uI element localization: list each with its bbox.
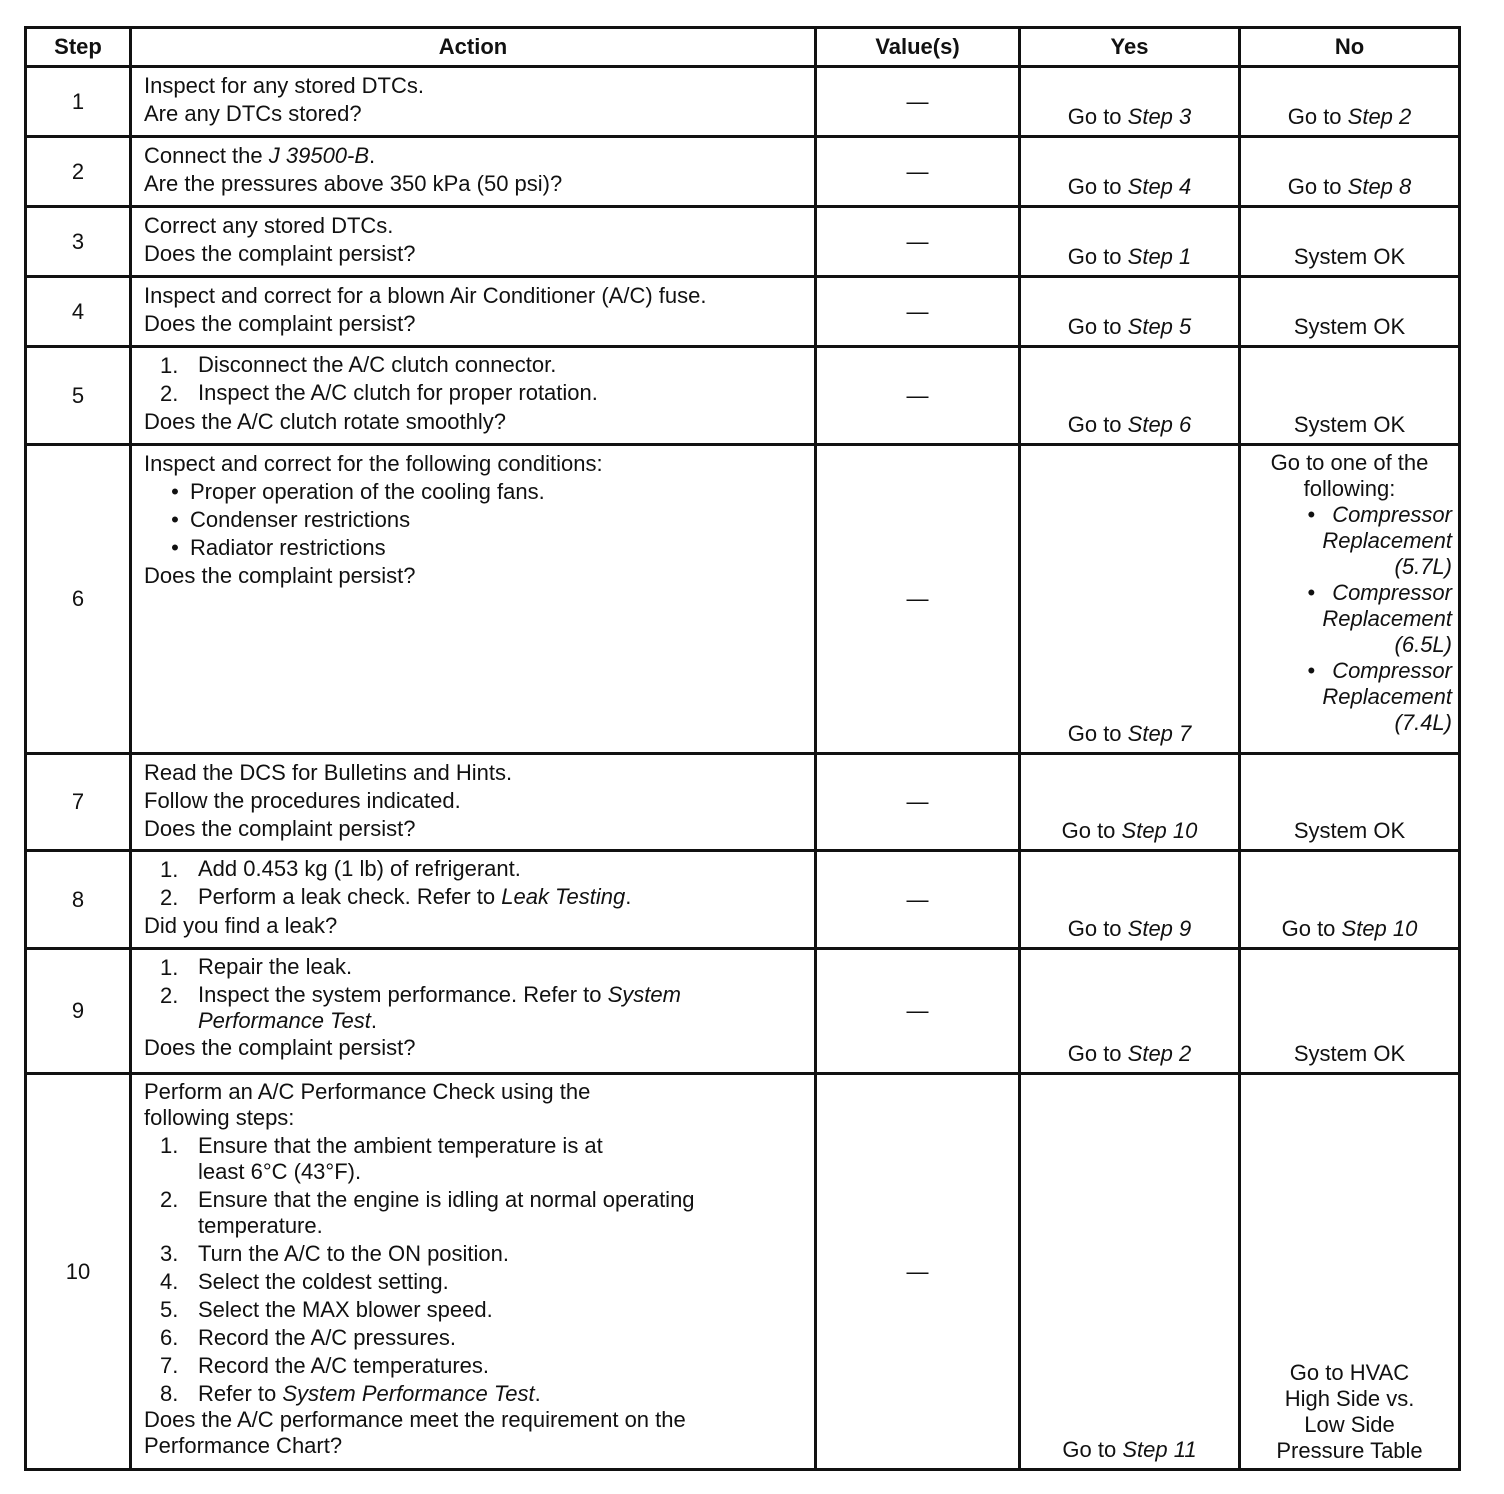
step-reference: Step 7: [1127, 721, 1192, 746]
procedure-reference: Leak Testing: [501, 884, 626, 909]
header-no: No: [1240, 28, 1460, 67]
no-cell: Go to Step 8: [1240, 137, 1460, 207]
yes-cell: Go to Step 7: [1020, 445, 1240, 754]
value-cell: —: [816, 445, 1020, 754]
action-line: Follow the procedures indicated.: [144, 788, 461, 813]
value-cell: —: [816, 67, 1020, 137]
yes-cell: Go to Step 9: [1020, 851, 1240, 949]
numbered-item: 2. Inspect the A/C clutch for proper rotation.: [160, 380, 598, 406]
action-question: Does the complaint persist?: [144, 816, 416, 841]
tool-reference: J 39500-B: [268, 143, 370, 168]
value-cell: —: [816, 1074, 1020, 1470]
procedure-reference: • Compressor Replacement (6.5L): [1307, 580, 1452, 657]
no-cell: [1240, 1074, 1460, 1470]
action-line: Inspect for any stored DTCs.: [144, 73, 424, 98]
table-row: [26, 851, 1460, 949]
no-intro: following:: [1303, 476, 1396, 501]
no-intro: Go to one of the: [1270, 450, 1429, 475]
table-row: [26, 347, 1460, 445]
step-reference: Step 1: [1127, 244, 1192, 269]
numbered-item: 5. Select the MAX blower speed.: [160, 1297, 493, 1322]
no-cell: System OK: [1240, 347, 1460, 445]
action-line: Inspect and correct for the following conditions:: [144, 451, 603, 476]
no-cell: System OK: [1240, 207, 1460, 277]
action-question: Does the complaint persist?: [144, 1035, 416, 1060]
step-reference: Step 10: [1121, 818, 1198, 843]
step-reference: Step 10: [1341, 916, 1418, 941]
action-cell: [131, 137, 816, 207]
value-cell: —: [816, 347, 1020, 445]
procedure-reference: • Compressor Replacement (5.7L): [1307, 502, 1452, 579]
action-cell: [131, 207, 816, 277]
step-number: 2: [26, 137, 131, 207]
procedure-reference: • Compressor Replacement (7.4L): [1307, 658, 1452, 735]
step-number: 4: [26, 277, 131, 347]
action-question: Does the A/C performance meet the requirement on the: [144, 1407, 686, 1432]
numbered-item: 2. Perform a leak check. Refer to Leak Testing.: [160, 884, 632, 910]
action-cell: [131, 67, 816, 137]
no-line: High Side vs.: [1284, 1386, 1415, 1411]
action-question: Does the complaint persist?: [144, 241, 416, 266]
step-reference: Step 9: [1127, 916, 1192, 941]
table-row: [26, 1074, 1460, 1470]
no-cell: Go to Step 10: [1240, 851, 1460, 949]
procedure-reference: Performance Test: [198, 1008, 371, 1033]
action-line: Perform an A/C Performance Check using the: [144, 1079, 591, 1104]
no-cell: System OK: [1240, 949, 1460, 1074]
action-line: Inspect and correct for a blown Air Conditioner (A/C) fuse.: [144, 283, 707, 308]
table-row: [26, 67, 1460, 137]
step-reference: Step 3: [1127, 104, 1192, 129]
step-reference: Step 11: [1122, 1437, 1197, 1462]
yes-cell: Go to Step 3: [1020, 67, 1240, 137]
header-values: Value(s): [816, 28, 1020, 67]
yes-cell: Go to Step 11: [1020, 1074, 1240, 1470]
yes-cell: Go to Step 5: [1020, 277, 1240, 347]
step-reference: Step 6: [1127, 412, 1192, 437]
bullet-item: • Proper operation of the cooling fans.: [171, 479, 545, 504]
value-cell: —: [816, 277, 1020, 347]
header-step: Step: [26, 28, 131, 67]
yes-cell: Go to Step 2: [1020, 949, 1240, 1074]
yes-cell: Go to Step 4: [1020, 137, 1240, 207]
no-cell: [1240, 445, 1460, 754]
value-cell: —: [816, 207, 1020, 277]
action-cell: [131, 1074, 816, 1470]
step-reference: Step 2: [1347, 104, 1412, 129]
numbered-item: 1. Add 0.453 kg (1 lb) of refrigerant.: [160, 856, 521, 882]
action-cell: [131, 277, 816, 347]
value-cell: —: [816, 851, 1020, 949]
action-cell: [131, 347, 816, 445]
numbered-item: 2. Inspect the system performance. Refer to System Performance Test.: [160, 982, 681, 1033]
action-question: Does the A/C clutch rotate smoothly?: [144, 409, 506, 434]
step-number: 8: [26, 851, 131, 949]
table-row: [26, 207, 1460, 277]
action-cell: [131, 851, 816, 949]
yes-cell: Go to Step 6: [1020, 347, 1240, 445]
table-row: [26, 949, 1460, 1074]
numbered-item: 1. Disconnect the A/C clutch connector.: [160, 352, 557, 378]
numbered-item: 3. Turn the A/C to the ON position.: [160, 1241, 510, 1266]
step-number: 3: [26, 207, 131, 277]
numbered-item: 8. Refer to System Performance Test.: [160, 1381, 541, 1406]
no-line: Pressure Table: [1276, 1438, 1423, 1463]
table-header-row: [26, 28, 1460, 67]
table-row: [26, 137, 1460, 207]
no-cell: System OK: [1240, 277, 1460, 347]
numbered-item: 2. Ensure that the engine is idling at normal operating temperature.: [160, 1187, 695, 1238]
action-line: Connect the J 39500-B.: [144, 143, 376, 168]
action-question: Does the complaint persist?: [144, 563, 416, 588]
step-number: 5: [26, 347, 131, 445]
step-number: 1: [26, 67, 131, 137]
no-line: Low Side: [1304, 1412, 1395, 1437]
action-cell: [131, 754, 816, 851]
diagnostic-table: [24, 26, 1461, 1471]
no-cell: System OK: [1240, 754, 1460, 851]
step-reference: Step 5: [1127, 314, 1192, 339]
numbered-item: 6. Record the A/C pressures.: [160, 1325, 457, 1350]
action-question: Did you find a leak?: [144, 913, 338, 938]
step-reference: Step 4: [1127, 174, 1192, 199]
action-cell: [131, 949, 816, 1074]
yes-cell: Go to Step 1: [1020, 207, 1240, 277]
action-question: Does the complaint persist?: [144, 311, 416, 336]
value-cell: —: [816, 754, 1020, 851]
value-cell: —: [816, 949, 1020, 1074]
action-cell: [131, 445, 816, 754]
yes-cell: Go to Step 10: [1020, 754, 1240, 851]
procedure-reference: System: [607, 982, 681, 1007]
step-number: 6: [26, 445, 131, 754]
action-question: Are the pressures above 350 kPa (50 psi)?: [144, 171, 563, 196]
action-line: Read the DCS for Bulletins and Hints.: [144, 760, 513, 785]
no-line: Go to HVAC: [1289, 1360, 1410, 1385]
step-number: 10: [26, 1074, 131, 1470]
step-reference: Step 8: [1347, 174, 1412, 199]
numbered-item: 4. Select the coldest setting.: [160, 1269, 449, 1294]
numbered-item: 1. Ensure that the ambient temperature is at least 6°C (43°F).: [160, 1133, 603, 1184]
numbered-item: 1. Repair the leak.: [160, 954, 353, 980]
value-cell: —: [816, 137, 1020, 207]
header-yes: Yes: [1020, 28, 1240, 67]
header-action: Action: [131, 28, 816, 67]
action-question: Performance Chart?: [144, 1433, 343, 1458]
table-row: [26, 277, 1460, 347]
bullet-item: • Radiator restrictions: [171, 535, 386, 560]
bullet-item: • Condenser restrictions: [171, 507, 411, 532]
procedure-reference: System Performance Test: [282, 1381, 535, 1406]
step-reference: Step 2: [1127, 1041, 1192, 1066]
step-number: 7: [26, 754, 131, 851]
no-cell: Go to Step 2: [1240, 67, 1460, 137]
table-row: [26, 754, 1460, 851]
step-number: 9: [26, 949, 131, 1074]
numbered-item: 7. Record the A/C temperatures.: [160, 1353, 490, 1378]
table-row: [26, 445, 1460, 754]
action-line: Correct any stored DTCs.: [144, 213, 394, 238]
action-line: following steps:: [144, 1105, 295, 1130]
action-question: Are any DTCs stored?: [144, 101, 362, 126]
